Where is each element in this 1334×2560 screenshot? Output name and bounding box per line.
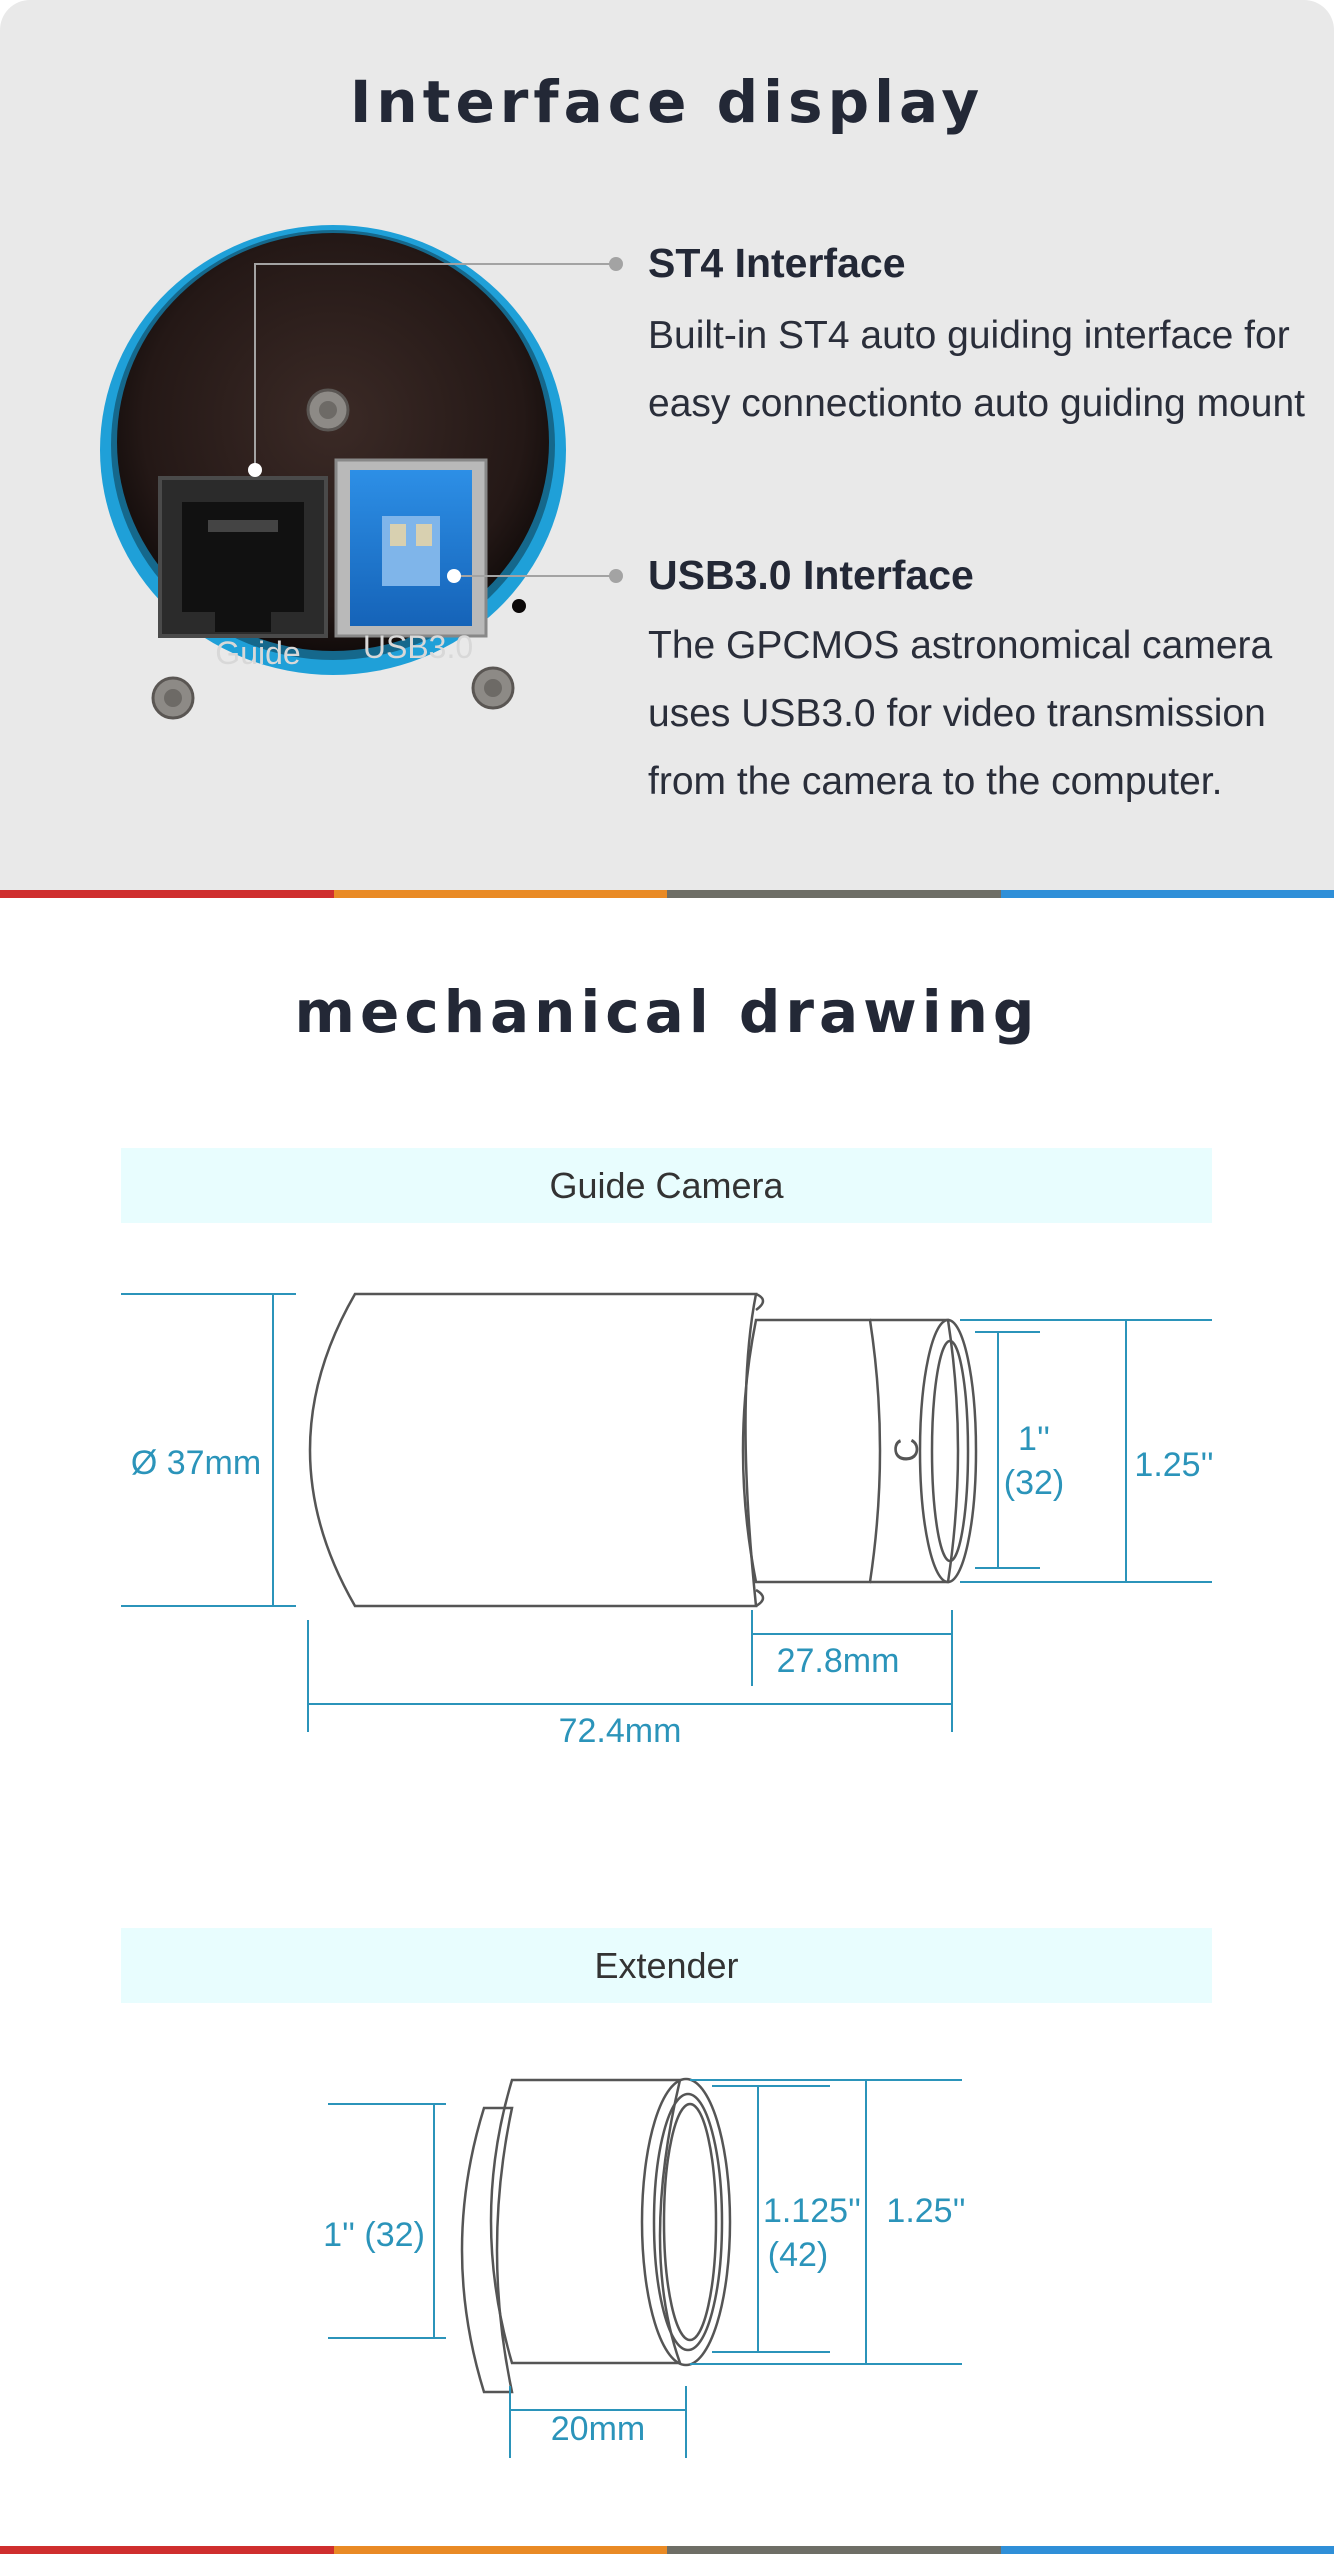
extender-outline <box>462 2079 730 2392</box>
dim-diameter: Ø 37mm <box>130 1444 262 1482</box>
extender-drawing <box>0 2050 1334 2490</box>
ext-dim-outer-diameter: 1.25'' <box>886 2192 966 2230</box>
usb-heading: USB3.0 Interface <box>648 552 974 598</box>
camera-outline <box>310 1294 976 1606</box>
guide-camera-band: Guide Camera <box>121 1148 1212 1223</box>
color-stripe-top <box>0 890 1334 898</box>
st4-callout-dot <box>248 463 262 477</box>
extender-band: Extender <box>121 1928 1212 2003</box>
color-stripe-bottom <box>0 2546 1334 2554</box>
interface-title: Interface display <box>349 68 985 136</box>
photo-label-usb: USB3.0 <box>362 629 474 665</box>
mount-mark: C <box>888 1437 926 1463</box>
mechanical-title: mechanical drawing <box>294 978 1040 1046</box>
dim-inner-diameter-mm: (32) <box>1003 1464 1065 1502</box>
st4-heading: ST4 Interface <box>648 240 906 286</box>
st4-description: Built-in ST4 auto guiding interface for easy connectionto auto guiding mount <box>648 314 1305 425</box>
guide-camera-drawing <box>0 1240 1334 1780</box>
dim-inner-diameter: 1'' <box>1018 1420 1050 1458</box>
ext-dim-length: 20mm <box>550 2410 646 2448</box>
dim-total-length: 72.4mm <box>558 1712 682 1750</box>
st4-callout-end <box>609 257 623 271</box>
ext-dim-left-diameter: 1'' (32) <box>323 2216 425 2254</box>
photo-label-guide: Guide <box>215 635 301 671</box>
usb-description: The GPCMOS astronomical camera uses USB3.0 for video transmission from the camera to the computer. <box>648 624 1273 803</box>
st4-callout-line <box>255 264 614 470</box>
usb-callout-dot <box>447 569 461 583</box>
dim-front-length: 27.8mm <box>776 1642 900 1680</box>
usb-callout-end <box>609 569 623 583</box>
dim-outer-diameter: 1.25'' <box>1134 1446 1214 1484</box>
dimension-lines <box>121 1294 1212 1732</box>
ext-dim-inner-diameter-mm: (42) <box>767 2236 829 2274</box>
ext-dim-inner-diameter: 1.125'' <box>762 2192 862 2230</box>
